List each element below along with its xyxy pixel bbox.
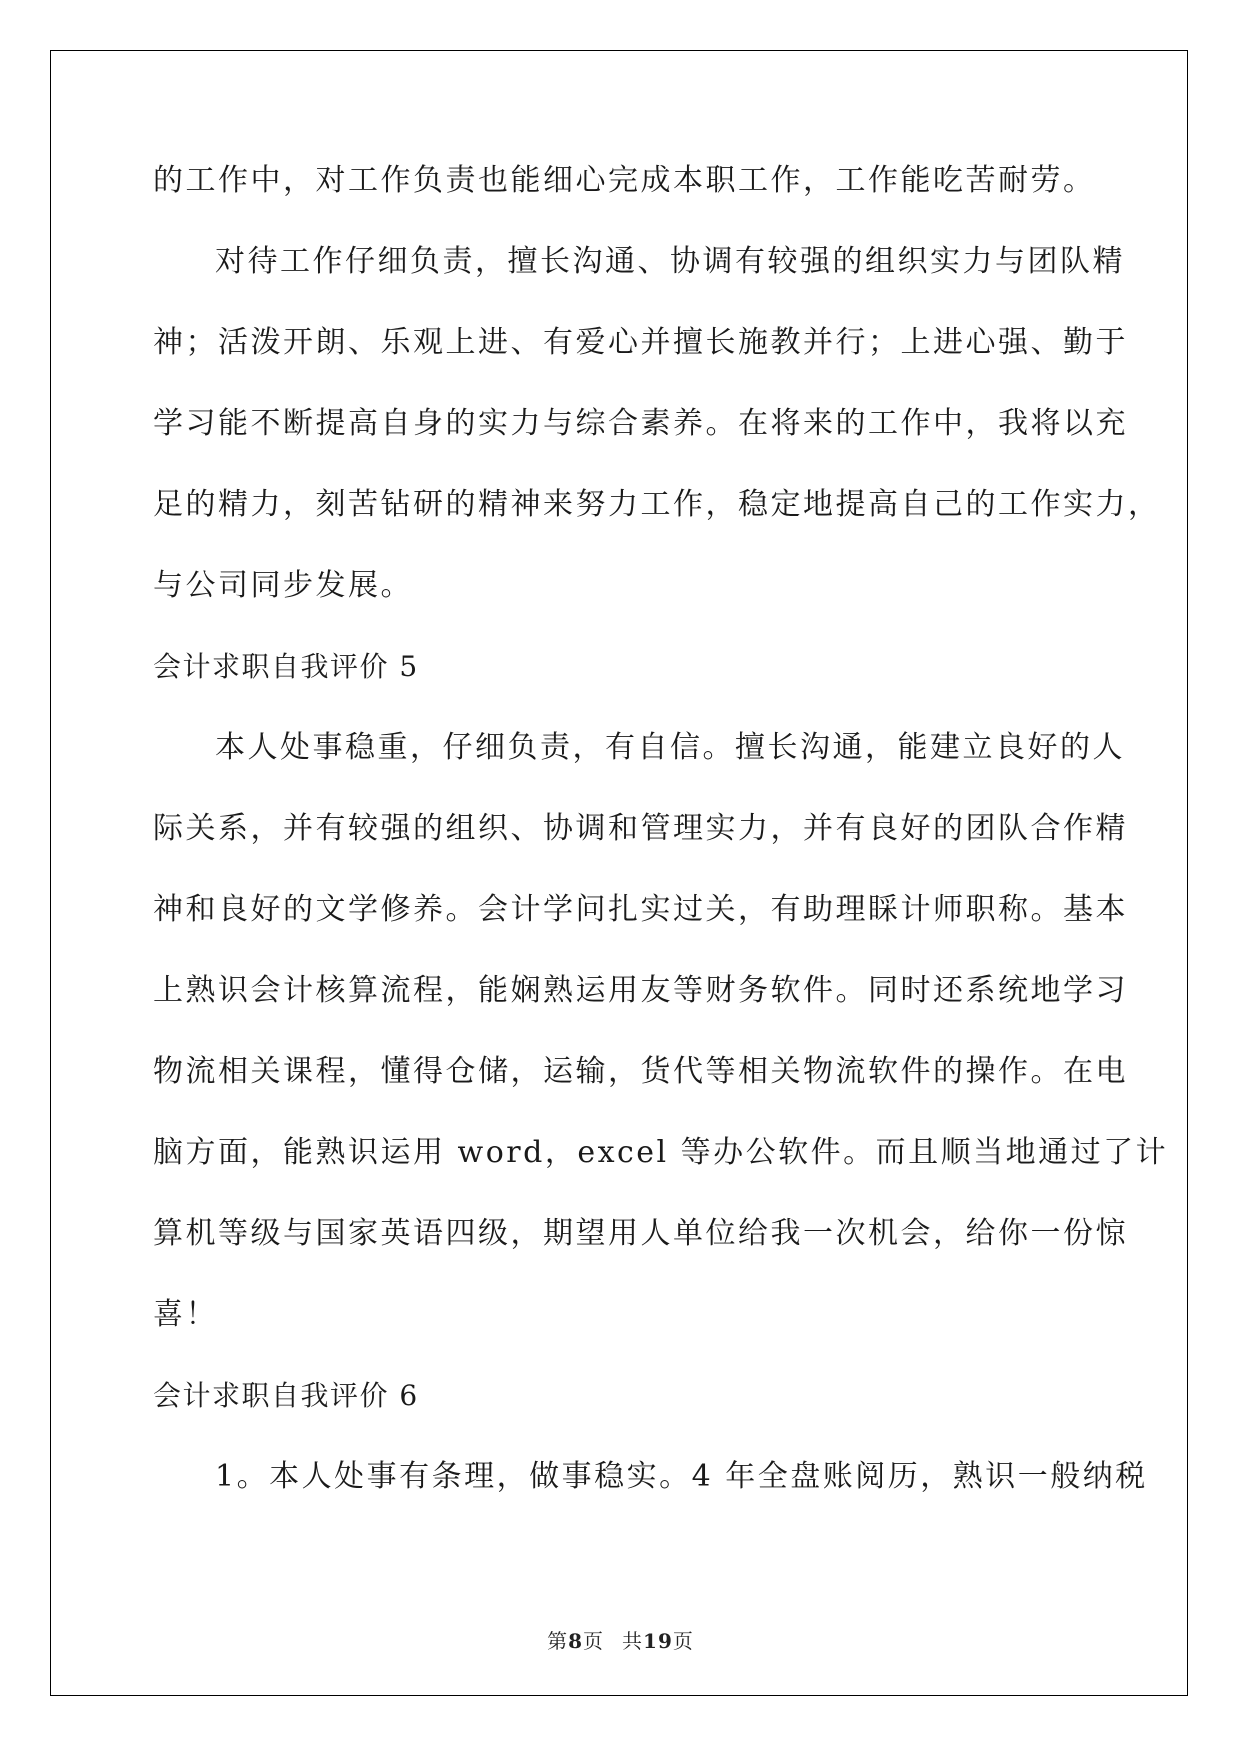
paragraph-line: 算机等级与国家英语四级，期望用人单位给我一次机会，给你一份惊 — [153, 1216, 1128, 1251]
total-prefix: 共 — [622, 1629, 644, 1653]
paragraph-line: 与公司同步发展。 — [153, 568, 413, 603]
document-body — [153, 162, 1169, 1539]
paragraph-line: 1。本人处事有条理，做事稳实。4 年全盘账阅历，熟识一般纳税 — [215, 1459, 1148, 1494]
page-suffix: 页 — [583, 1629, 605, 1653]
paragraph-line: 的工作中，对工作负责也能细心完成本职工作，工作能吃苦耐劳。 — [153, 163, 1096, 198]
paragraph-line: 脑方面，能熟识运用 word，excel 等办公软件。而且顺当地通过了计 — [153, 1135, 1169, 1170]
paragraph-line: 足的精力，刻苦钻研的精神来努力工作，稳定地提高自己的工作实力， — [153, 487, 1161, 522]
page-current: 8 — [568, 1629, 584, 1653]
paragraph-line: 神和良好的文学修养。会计学问扎实过关，有助理睬计师职称。基本 — [153, 892, 1128, 927]
total-suffix: 页 — [672, 1629, 694, 1653]
paragraph-line: 上熟识会计核算流程，能娴熟运用友等财务软件。同时还系统地学习 — [153, 973, 1128, 1008]
paragraph-line: 学习能不断提高自身的实力与综合素养。在将来的工作中，我将以充 — [153, 406, 1128, 441]
page-footer — [0, 1625, 1241, 1654]
page-prefix: 第 — [547, 1629, 569, 1653]
paragraph-line: 神；活泼开朗、乐观上进、有爱心并擅长施教并行；上进心强、勤于 — [153, 325, 1128, 360]
section-heading: 会计求职自我评价 6 — [153, 1379, 419, 1412]
paragraph-line: 物流相关课程，懂得仓储，运输，货代等相关物流软件的操作。在电 — [153, 1054, 1128, 1089]
paragraph-line: 际关系，并有较强的组织、协调和管理实力，并有良好的团队合作精 — [153, 811, 1128, 846]
paragraph-line: 喜！ — [153, 1297, 218, 1332]
page-total: 19 — [643, 1629, 673, 1653]
section-heading: 会计求职自我评价 5 — [153, 650, 419, 683]
paragraph-line: 本人处事稳重，仔细负责，有自信。擅长沟通，能建立良好的人 — [215, 730, 1125, 765]
paragraph-line: 对待工作仔细负责，擅长沟通、协调有较强的组织实力与团队精 — [215, 244, 1125, 279]
